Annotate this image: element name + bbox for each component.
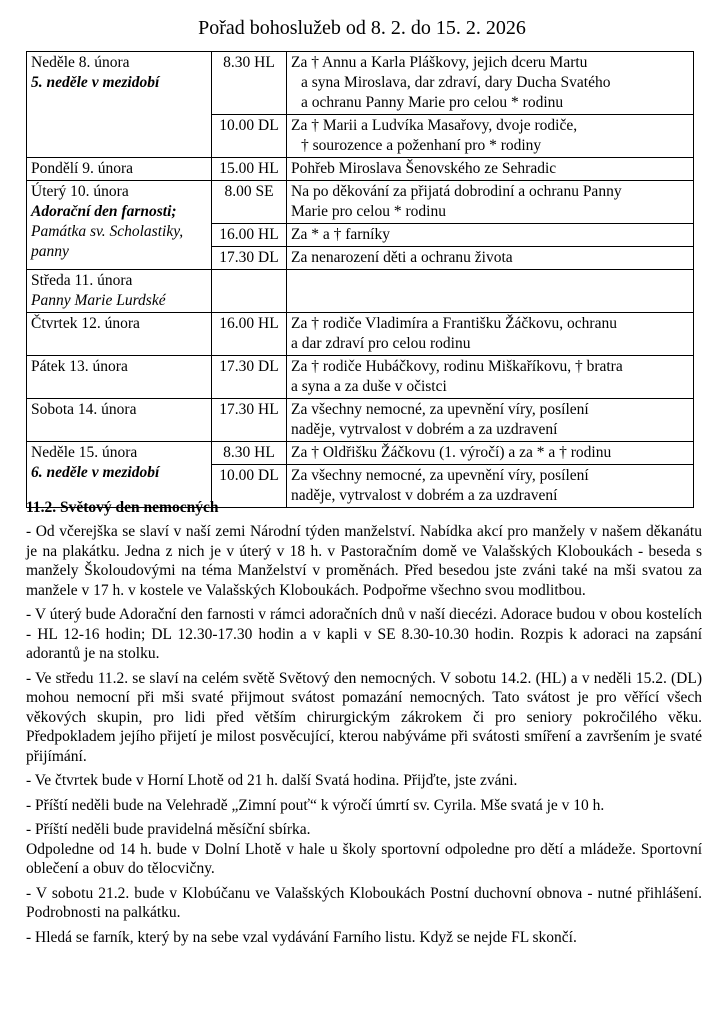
intention-line: a ochranu Panny Marie pro celou * rodinu — [301, 94, 564, 111]
intention-line: Za † rodiče Vladimíra a Františku Žáčkovu, ochranu — [291, 315, 617, 332]
mass-time: 16.00 HL — [212, 224, 287, 247]
mass-time: 16.00 HL — [212, 313, 287, 356]
intention-line: a syna Miroslava, dar zdraví, dary Ducha Svatého — [301, 74, 611, 91]
intention-line: Za † Annu a Karla Pláškovy, jejich dceru Martu — [291, 54, 588, 71]
mass-time — [212, 270, 287, 313]
table-row — [27, 313, 694, 356]
mass-time: 10.00 DL — [212, 465, 287, 508]
mass-intention — [287, 181, 694, 224]
mass-intention — [287, 313, 694, 356]
mass-intention — [287, 356, 694, 399]
day-label: Středa 11. února — [31, 272, 133, 289]
mass-intention: Za * a † farníky — [287, 224, 694, 247]
liturgical-day: 6. neděle v mezidobí — [31, 464, 160, 481]
intention-line: a dar zdraví pro celou rodinu — [291, 335, 471, 352]
announcement-paragraph: - Ve středu 11.2. se slaví na celém světě Světový den nemocných. V sobotu 14.2. (HL) a v neděli 15.2. (DL) mohou nemocní při mši svaté přijmout svátost pomazání nemocných. Tato svátost je pro věřící všech věkových skupin, pro lidi před větším chirurgickým zákrokem či pro seniory pokročilého věku. Předpokladem jejího přijetí je milost posvěcující, kterou nabýváme při svátosti smíření a završením je svaté přijímání. — [26, 669, 702, 765]
table-row — [27, 158, 694, 181]
mass-intention: Za nenarození děti a ochranu života — [287, 247, 694, 270]
intention-line: Za † rodiče Hubáčkovy, rodinu Miškaříkovu, † bratra — [291, 358, 623, 375]
mass-intention — [287, 270, 694, 313]
mass-time: 17.30 HL — [212, 399, 287, 442]
intention-line: Na po děkování za přijatá dobrodiní a ochranu Panny — [291, 183, 622, 200]
day-cell — [27, 52, 212, 158]
mass-intention — [287, 399, 694, 442]
page-title: Pořad bohoslužeb od 8. 2. do 15. 2. 2026 — [198, 17, 526, 39]
mass-intention — [287, 115, 694, 158]
table-row — [27, 181, 694, 224]
intention-line: Za † Marii a Ludvíka Masařovy, dvoje rodiče, — [291, 117, 578, 134]
announcement-paragraph: - Ve čtvrtek bude v Horní Lhotě od 21 h. další Svatá hodina. Přijďte, jste zváni. — [26, 772, 518, 789]
mass-time: 10.00 DL — [212, 115, 287, 158]
intention-line: Za všechny nemocné, za upevnění víry, posílení — [291, 401, 589, 418]
mass-time: 8.00 SE — [212, 181, 287, 224]
announcement-paragraph: - Příští neděli bude na Velehradě „Zimní pouť“ k výročí úmrtí sv. Cyrila. Mše svatá je v 10 h. — [26, 796, 605, 814]
table-row — [27, 356, 694, 399]
announcement-paragraph: - Hledá se farník, který by na sebe vzal vydávání Farního listu. Když se nejde FL skončí. — [26, 928, 577, 946]
announcements-heading: 11.2. Světový den nemocných — [26, 499, 219, 516]
table-row — [27, 442, 694, 465]
mass-time: 15.00 HL — [212, 158, 287, 181]
announcements — [26, 498, 702, 952]
intention-line: † sourozence a poženhaní pro * rodiny — [301, 137, 542, 154]
announcement-paragraph: - V sobotu 21.2. bude v Klobúčanu ve Valašských Kloboukách Postní duchovní obnova - nutné přihlášení. Podrobnosti na palkátku. — [26, 884, 702, 921]
table-row — [27, 52, 694, 115]
day-label: Pátek 13. února — [27, 356, 212, 399]
intention-line: a syna a za duše v očistci — [291, 378, 447, 395]
announcement-paragraph: - Od včerejška se slaví v naší zemi Národní týden manželství. Nabídka akcí pro manžely v našem děkanátu je na plakátku. Jedna z nich je v úterý v 18 h. v Pastoračním domě ve Valašských Kloboukách - beseda s manžely Školoudovými na téma Manželství v proměnách. Před besedou jste zváni také na mši svatou za manžele v 17 h. v kostele ve Valašských Kloboukách. Podpořme všechno svou modlitbou. — [26, 523, 702, 599]
day-label: Neděle 15. února — [31, 444, 138, 461]
mass-schedule-table — [26, 51, 694, 508]
liturgical-day: Adorační den farnosti; — [31, 203, 177, 220]
day-label: Neděle 8. února — [31, 54, 130, 71]
announcement-paragraph: Odpoledne od 14 h. bude v Dolní Lhotě v hale u školy sportovní odpoledne pro dětí a mládeže. Sportovní oblečení a obuv do tělocvičny. — [26, 840, 702, 877]
mass-time: 8.30 HL — [212, 442, 287, 465]
day-cell — [27, 181, 212, 270]
intention-line: naděje, vytrvalost v dobrém a za uzdravení — [291, 421, 558, 438]
day-label: Sobota 14. února — [27, 399, 212, 442]
mass-intention: Za † Oldřišku Žáčkovu (1. výročí) a za * a † rodinu — [287, 442, 694, 465]
intention-line: Za všechny nemocné, za upevnění víry, posílení — [291, 467, 589, 484]
table-row — [27, 270, 694, 313]
mass-intention — [287, 52, 694, 115]
mass-time: 17.30 DL — [212, 247, 287, 270]
liturgical-memorial: Panny Marie Lurdské — [31, 292, 166, 309]
intention-line: Marie pro celou * rodinu — [291, 203, 446, 220]
day-cell — [27, 270, 212, 313]
announcement-paragraph: - V úterý bude Adorační den farnosti v rámci adoračních dnů v naší diecézi. Adorace budou v obou kostelích - HL 12-16 hodin; DL 12.30-17.30 hodin a v kapli v SE 8.30-10.30 hodin. Rozpis k adoraci na zapsání adorantů je na stolku. — [26, 606, 702, 662]
liturgical-day: 5. neděle v mezidobí — [31, 74, 160, 91]
intention-line: naděje, vytrvalost v dobrém a za uzdravení — [291, 487, 558, 504]
day-label: Pondělí 9. února — [27, 158, 212, 181]
mass-time: 17.30 DL — [212, 356, 287, 399]
mass-time: 8.30 HL — [212, 52, 287, 115]
announcement-paragraph: - Příští neděli bude pravidelná měsíční sbírka. — [26, 821, 311, 838]
mass-intention: Pohřeb Miroslava Šenovského ze Sehradic — [287, 158, 694, 181]
day-label: Úterý 10. února — [31, 183, 129, 200]
table-row — [27, 399, 694, 442]
liturgical-memorial: Památka sv. Scholastiky, panny — [31, 223, 184, 260]
day-label: Čtvrtek 12. února — [27, 313, 212, 356]
